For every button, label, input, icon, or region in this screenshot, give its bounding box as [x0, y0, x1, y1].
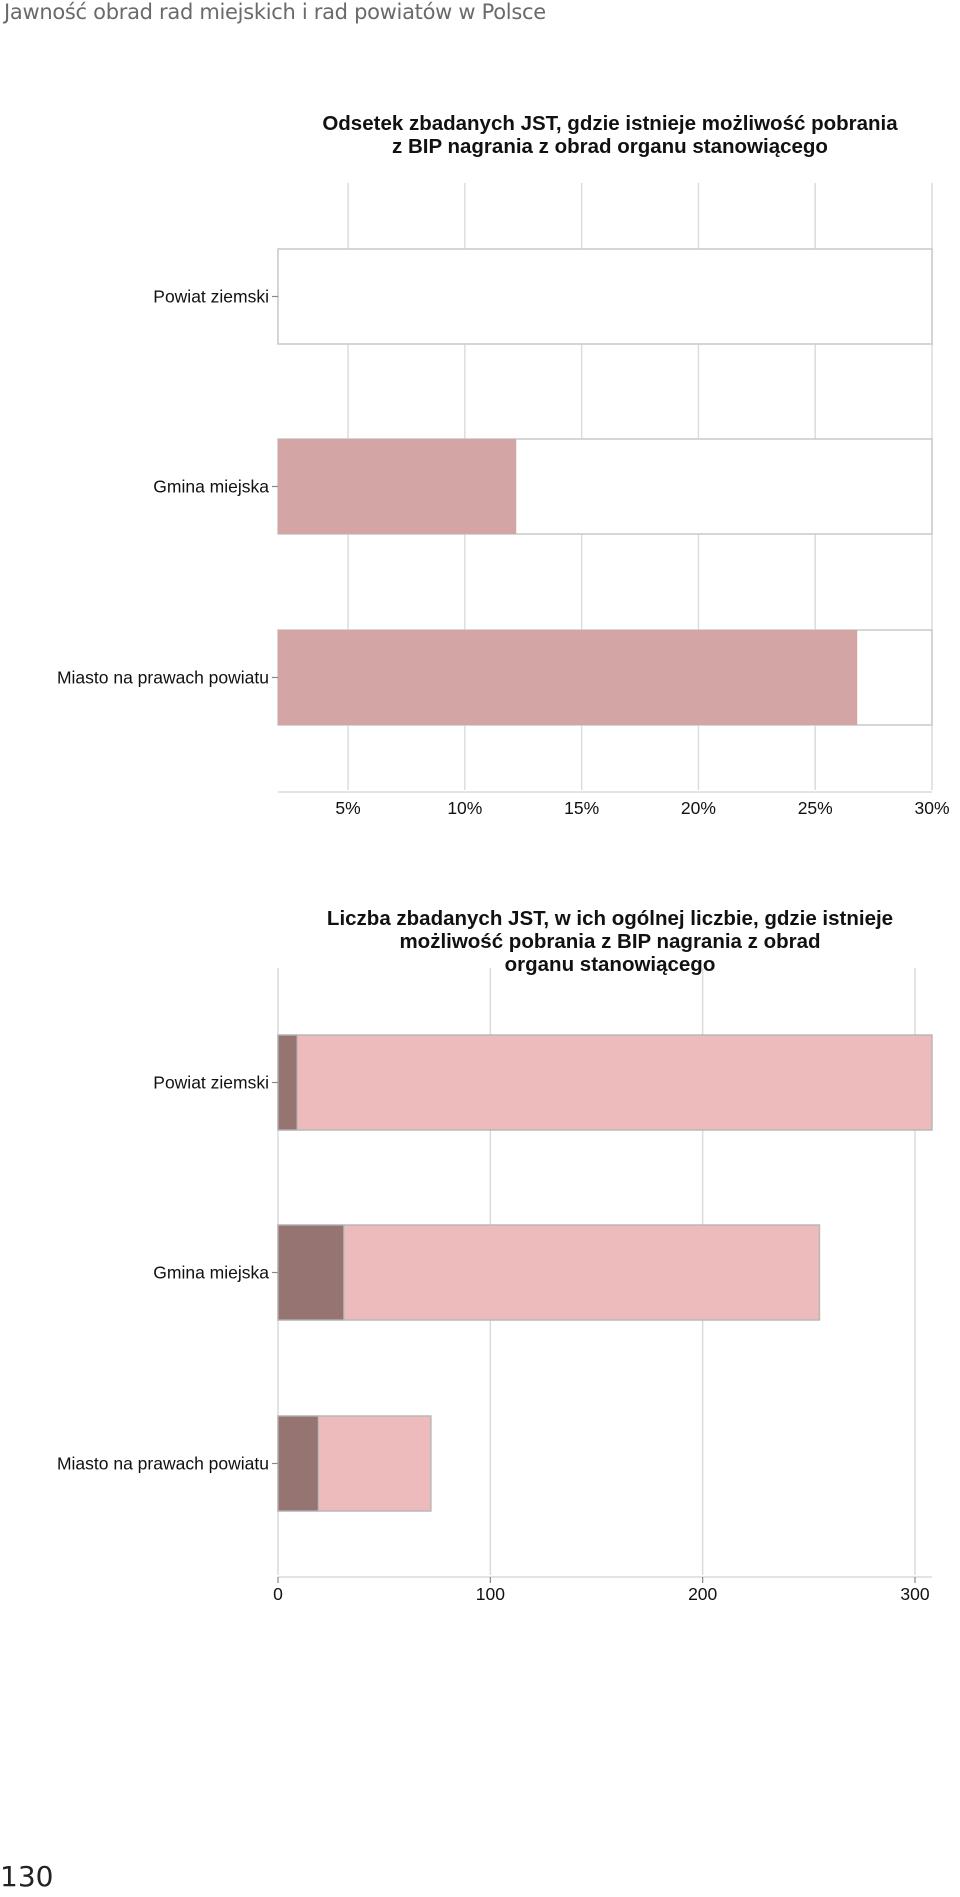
x-tick-label: 25% — [797, 798, 833, 818]
x-tick-label: 20% — [680, 798, 716, 818]
x-tick-label: 10% — [447, 798, 483, 818]
x-tick-label: 0 — [273, 1584, 283, 1604]
bar-subset — [278, 1416, 318, 1511]
category-label: Gmina miejska — [153, 476, 269, 497]
bar-total — [278, 1225, 819, 1320]
bar-subset — [278, 1035, 297, 1130]
category-label: Miasto na prawach powiatu — [56, 1453, 269, 1474]
x-tick-label: 300 — [900, 1584, 930, 1604]
x-tick-label: 100 — [475, 1584, 505, 1604]
chart-title-line: z BIP nagrania z obrad organu stanowiącego — [392, 135, 828, 158]
x-tick-label: 15% — [564, 798, 600, 818]
chart-title-line: Liczba zbadanych JST, w ich ogólnej liczbie, gdzie istnieje — [326, 907, 894, 930]
chart-title-line: organu stanowiącego — [504, 953, 716, 976]
chart-title-line: możliwość pobrania z BIP nagrania z obrad — [399, 930, 821, 953]
x-tick-label: 200 — [688, 1584, 718, 1604]
category-label: Powiat ziemski — [153, 286, 269, 307]
category-label: Gmina miejska — [153, 1262, 269, 1283]
category-label: Miasto na prawach powiatu — [56, 667, 269, 688]
chart-title-line: Odsetek zbadanych JST, gdzie istnieje możliwość pobrania — [322, 112, 898, 135]
category-label: Powiat ziemski — [153, 1072, 269, 1093]
bar-total — [278, 1035, 932, 1130]
page-number: 130 — [0, 1860, 54, 1893]
x-tick-label: 30% — [914, 798, 950, 818]
x-tick-label: 5% — [335, 798, 361, 818]
running-header: Jawność obrad rad miejskich i rad powiatów w Polsce — [4, 0, 546, 24]
bar-subset — [278, 1225, 344, 1320]
